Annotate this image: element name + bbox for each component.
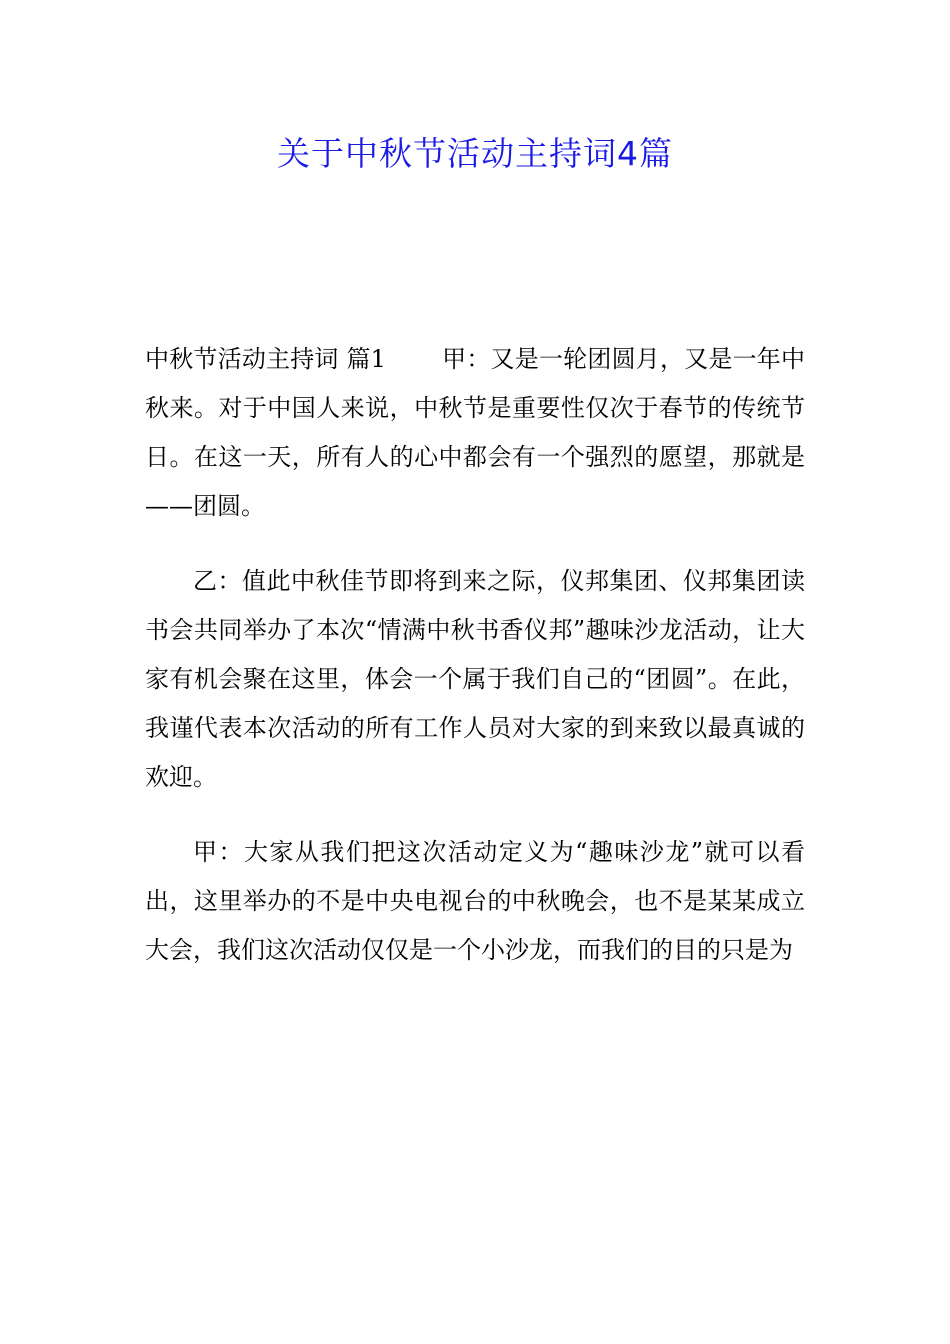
paragraph-3: 甲：大家从我们把这次活动定义为“趣味沙龙”就可以看出，这里举办的不是中央电视台的中秋晚会，也不是某某成立大会，我们这次活动仅仅是一个小沙龙，而我们的目的只是为	[145, 838, 805, 964]
document-body	[145, 335, 805, 1001]
document-title: 关于中秋节活动主持词4篇	[277, 134, 673, 173]
paragraph-2: 乙：值此中秋佳节即将到来之际，仪邦集团、仪邦集团读书会共同举办了本次“情满中秋书香仪邦”趣味沙龙活动，让大家有机会聚在这里，体会一个属于我们自己的“团圆”。在此，我谨代表本次活动的所有工作人员对大家的到来致以最真诚的欢迎。	[145, 567, 805, 791]
paragraph-1-text: 甲：又是一轮团圆月，又是一年中秋来。对于中国人来说，中秋节是重要性仅次于春节的传统节日。在这一天，所有人的心中都会有一个强烈的愿望，那就是——团圆。	[145, 345, 805, 520]
section-heading: 中秋节活动主持词 篇1	[145, 345, 386, 373]
paragraph-1	[145, 335, 805, 531]
